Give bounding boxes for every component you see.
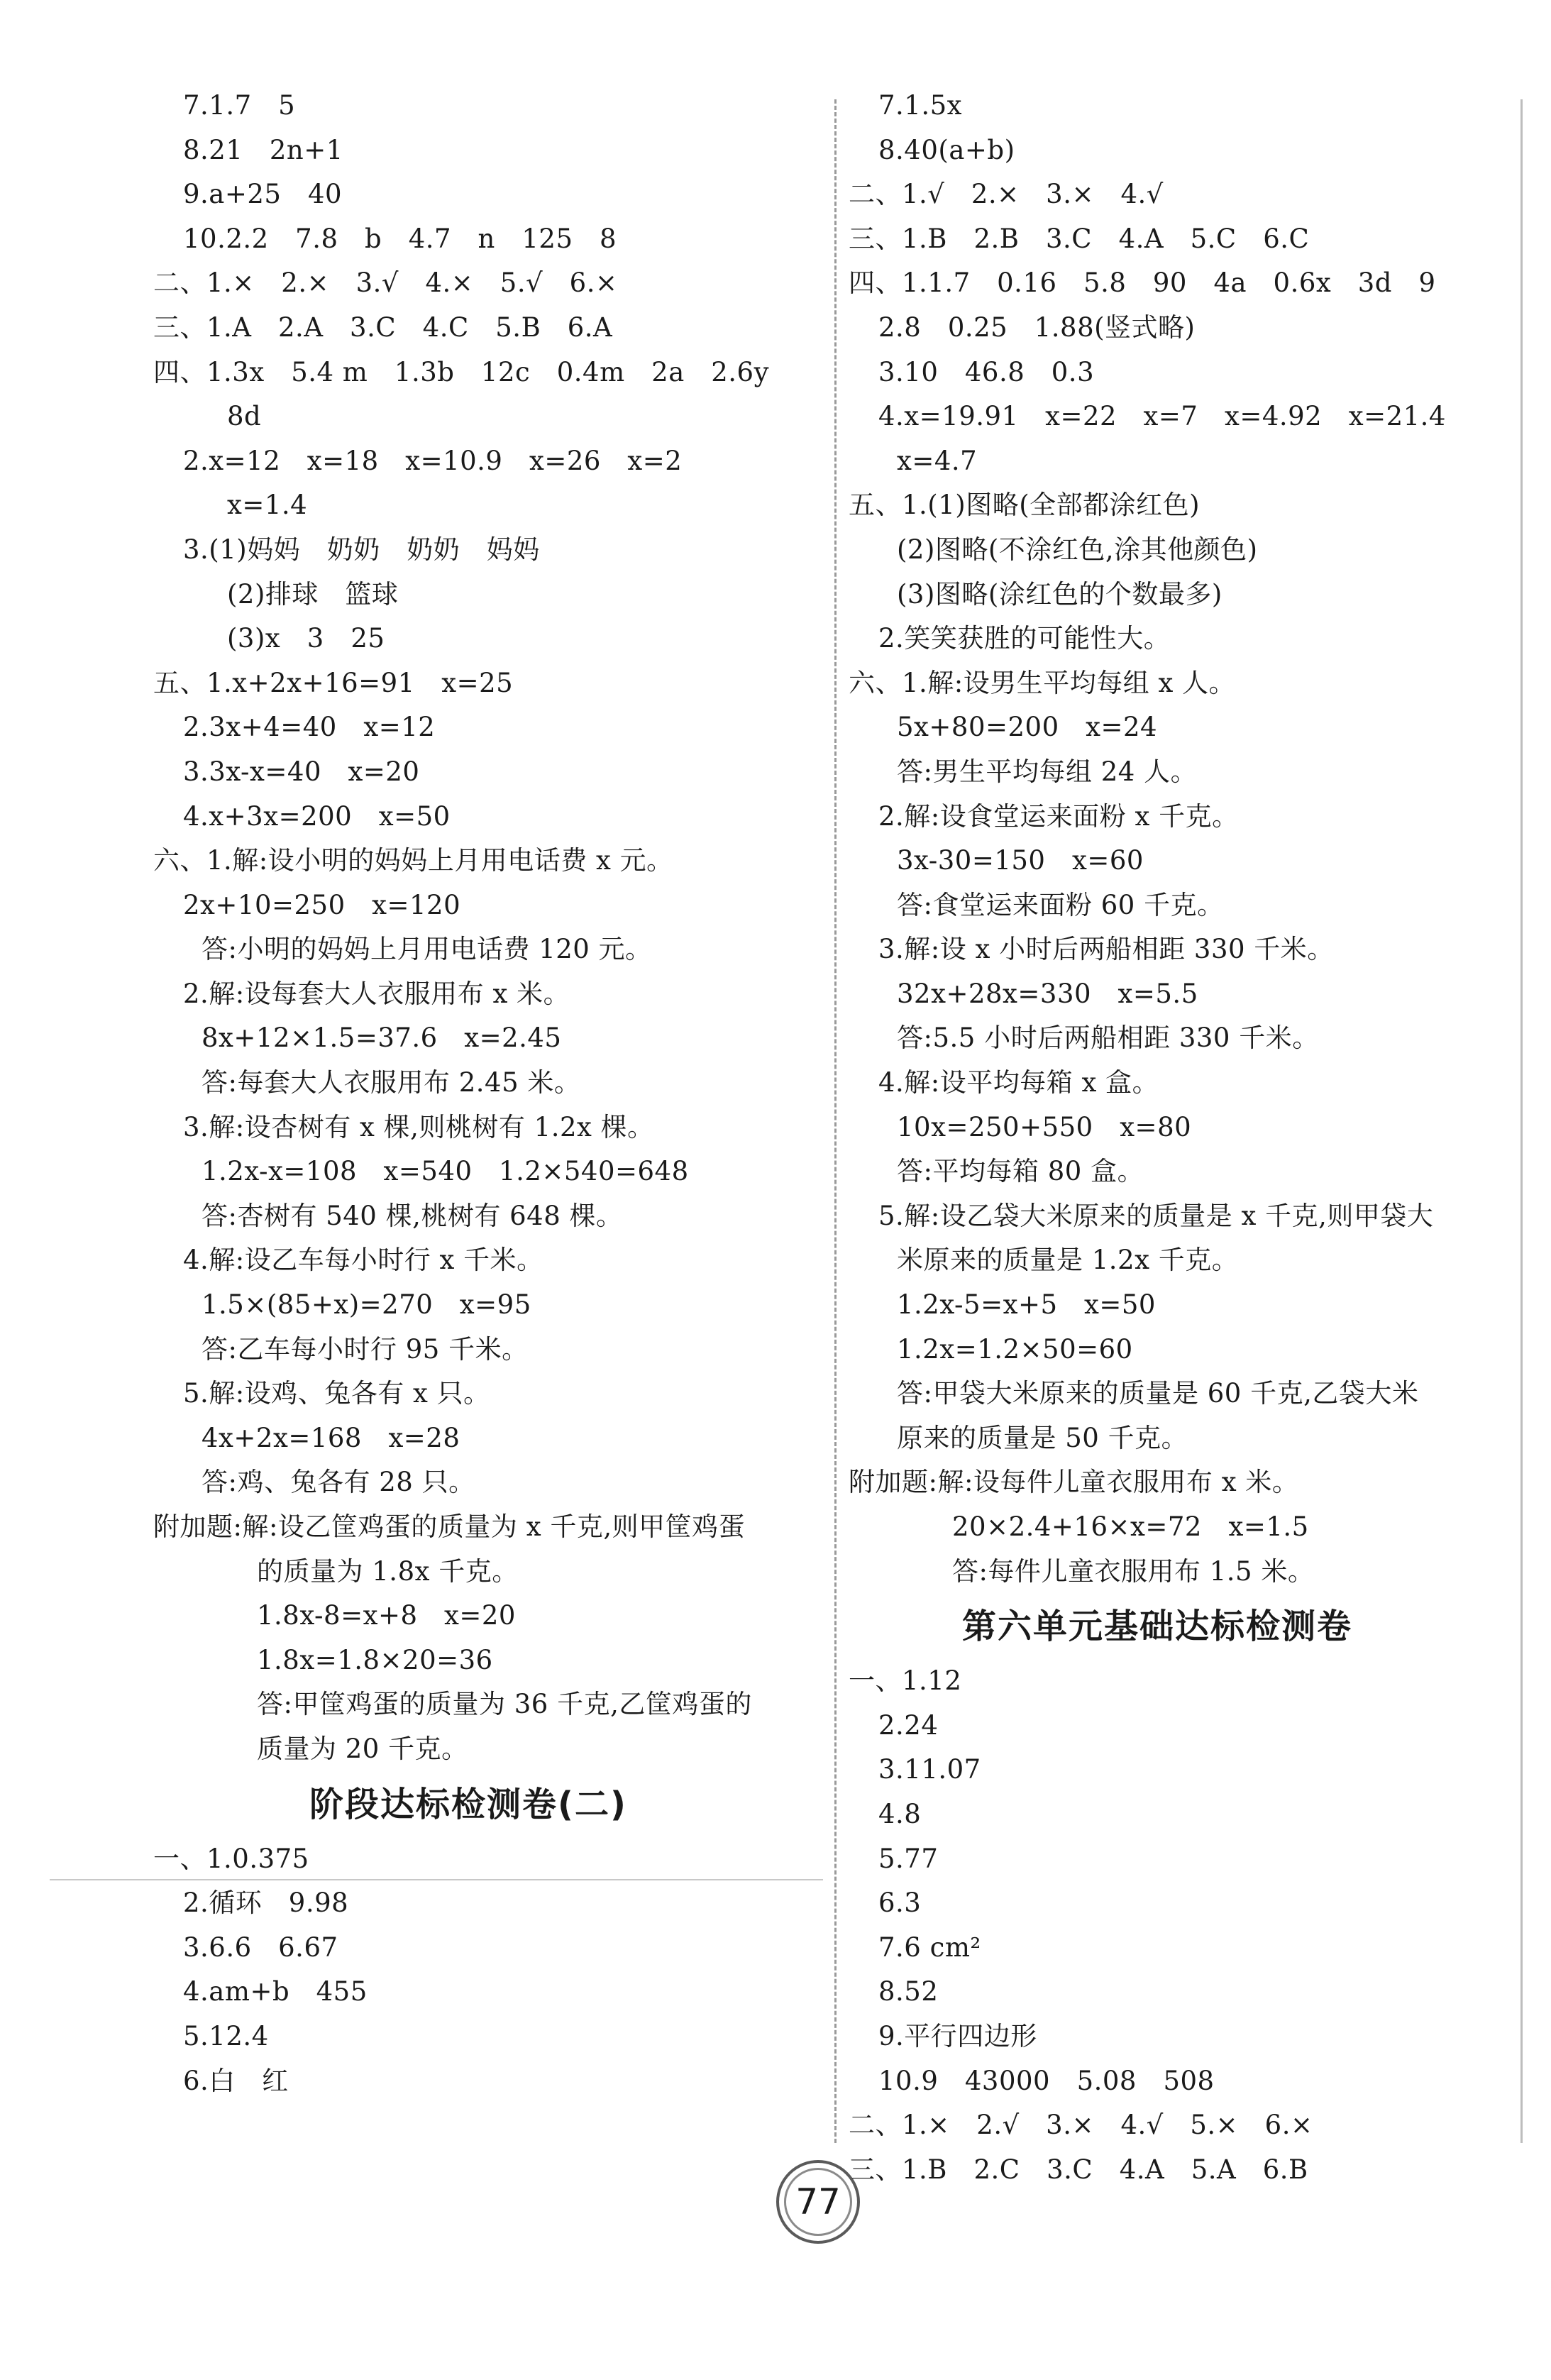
answer-line: 2.笑笑获胜的可能性大。 bbox=[878, 623, 1171, 654]
answer-line: 8.21 2n+1 bbox=[183, 134, 343, 165]
answer-line: 2.解:设食堂运来面粉 x 千克。 bbox=[878, 800, 1239, 832]
answer-line: 9.平行四边形 bbox=[878, 2020, 1037, 2051]
answer-line: 米原来的质量是 1.2x 千克。 bbox=[897, 1245, 1239, 1276]
answer-line: x=4.7 bbox=[897, 445, 978, 476]
answer-line: 2.x=12 x=18 x=10.9 x=26 x=2 bbox=[183, 445, 683, 476]
answer-line: (2)图略(不涂红色,涂其他颜色) bbox=[897, 534, 1258, 565]
left-answers-top bbox=[153, 84, 834, 1772]
answer-line: 3.(1)妈妈 奶奶 奶奶 妈妈 bbox=[183, 534, 540, 565]
column-divider bbox=[834, 99, 837, 2143]
answer-line: 答:平均每箱 80 盒。 bbox=[897, 1156, 1144, 1187]
answer-line: 3.解:设杏树有 x 棵,则桃树有 1.2x 棵。 bbox=[183, 1111, 654, 1142]
answer-line: 答:甲筐鸡蛋的质量为 36 千克,乙筐鸡蛋的 bbox=[257, 1689, 752, 1720]
answer-line: 答:乙车每小时行 95 千米。 bbox=[202, 1333, 529, 1365]
answer-line: 7.6 cm² bbox=[878, 1932, 981, 1963]
answer-line: 1.2x-x=108 x=540 1.2×540=648 bbox=[202, 1156, 689, 1187]
answer-line: 附加题:解:设每件儿童衣服用布 x 米。 bbox=[849, 1467, 1299, 1498]
answer-line: 5.77 bbox=[878, 1843, 939, 1874]
answer-line: 二、1.× 2.√ 3.× 4.√ 5.× 6.× bbox=[849, 2110, 1313, 2141]
answer-line: 2.3x+4=40 x=12 bbox=[183, 712, 436, 743]
answer-line: (3)图略(涂红色的个数最多) bbox=[897, 578, 1222, 610]
answer-line: 五、1.x+2x+16=91 x=25 bbox=[153, 667, 514, 698]
answer-line: 答:每套大人衣服用布 2.45 米。 bbox=[202, 1067, 581, 1098]
answer-line: 8.40(a+b) bbox=[878, 134, 1015, 165]
answer-line: 2.循环 9.98 bbox=[183, 1888, 349, 1919]
answer-line: 3.11.07 bbox=[878, 1754, 981, 1785]
answer-line: 5x+80=200 x=24 bbox=[897, 712, 1158, 743]
right-answers-top bbox=[849, 84, 1516, 1594]
answer-line: 6.3 bbox=[878, 1888, 922, 1919]
answer-line: 三、1.B 2.B 3.C 4.A 5.C 6.C bbox=[849, 223, 1310, 254]
answer-line: 答:甲袋大米原来的质量是 60 千克,乙袋大米 bbox=[897, 1378, 1419, 1409]
answer-line: 4.am+b 455 bbox=[183, 1976, 368, 2007]
answer-line: 二、1.√ 2.× 3.× 4.√ bbox=[849, 179, 1164, 210]
answer-line: 8x+12×1.5=37.6 x=2.45 bbox=[202, 1023, 562, 1054]
answer-line: 5.解:设鸡、兔各有 x 只。 bbox=[183, 1378, 490, 1409]
right-column bbox=[849, 84, 1516, 2192]
answer-line: 9.a+25 40 bbox=[183, 179, 343, 210]
answer-line: 一、1.0.375 bbox=[153, 1843, 309, 1874]
section-title-unit-6-test: 第六单元基础达标检测卷 bbox=[962, 1607, 1353, 1647]
answer-line: 三、1.A 2.A 3.C 4.C 5.B 6.A bbox=[153, 312, 613, 343]
answer-line: 4.x+3x=200 x=50 bbox=[183, 800, 451, 832]
answer-line: 3.3x-x=40 x=20 bbox=[183, 756, 420, 787]
answer-line: 2.解:设每套大人衣服用布 x 米。 bbox=[183, 978, 570, 1009]
answer-line: 六、1.解:设男生平均每组 x 人。 bbox=[849, 667, 1236, 698]
answer-line: 4.x=19.91 x=22 x=7 x=4.92 x=21.4 bbox=[878, 401, 1446, 432]
answer-line: 1.8x-8=x+8 x=20 bbox=[257, 1600, 516, 1631]
answer-line: 一、1.12 bbox=[849, 1665, 962, 1697]
answer-line: 10.9 43000 5.08 508 bbox=[878, 2065, 1215, 2096]
answer-line: x=1.4 bbox=[227, 490, 308, 521]
section-title-stage-test-2: 阶段达标检测卷(二) bbox=[309, 1784, 627, 1824]
right-answers-bottom bbox=[849, 1659, 1516, 2192]
answer-line: 六、1.解:设小明的妈妈上月用电话费 x 元。 bbox=[153, 845, 673, 876]
answer-line: 1.8x=1.8×20=36 bbox=[257, 1644, 493, 1675]
answer-line: 四、1.3x 5.4 m 1.3b 12c 0.4m 2a 2.6y bbox=[153, 356, 769, 387]
answer-line: 答:食堂运来面粉 60 千克。 bbox=[897, 889, 1224, 920]
answer-line: 4x+2x=168 x=28 bbox=[202, 1422, 460, 1453]
answer-line: 答:小明的妈妈上月用电话费 120 元。 bbox=[202, 934, 652, 965]
answer-line: 2.24 bbox=[878, 1709, 939, 1741]
answer-line: 答:杏树有 540 棵,桃树有 648 棵。 bbox=[202, 1200, 623, 1231]
answer-line: 32x+28x=330 x=5.5 bbox=[897, 978, 1198, 1009]
answer-line: 2x+10=250 x=120 bbox=[183, 889, 461, 920]
left-answers-bottom bbox=[153, 1837, 834, 2104]
answer-line: 的质量为 1.8x 千克。 bbox=[257, 1555, 519, 1587]
answer-line: (3)x 3 25 bbox=[227, 623, 385, 654]
answer-line: 答:男生平均每组 24 人。 bbox=[897, 756, 1198, 787]
answer-line: 五、1.(1)图略(全部都涂红色) bbox=[849, 490, 1200, 521]
left-column bbox=[153, 84, 834, 2103]
answer-line: 4.8 bbox=[878, 1798, 922, 1829]
page-number: 77 bbox=[776, 2160, 860, 2244]
answer-line: 四、1.1.7 0.16 5.8 90 4a 0.6x 3d 9 bbox=[849, 268, 1436, 299]
answer-line: 三、1.B 2.C 3.C 4.A 5.A 6.B bbox=[849, 2154, 1308, 2185]
answer-line: 20×2.4+16×x=72 x=1.5 bbox=[952, 1511, 1309, 1542]
answer-line: 2.8 0.25 1.88(竖式略) bbox=[878, 312, 1196, 343]
answer-line: 3.10 46.8 0.3 bbox=[878, 356, 1095, 387]
answer-line: 二、1.× 2.× 3.√ 4.× 5.√ 6.× bbox=[153, 268, 618, 299]
answer-line: 1.2x=1.2×50=60 bbox=[897, 1333, 1133, 1365]
answer-line: 7.1.5x bbox=[878, 90, 963, 121]
answer-line: 答:每件儿童衣服用布 1.5 米。 bbox=[952, 1555, 1315, 1587]
answer-line: 7.1.7 5 bbox=[183, 90, 296, 121]
answer-line: 4.解:设平均每箱 x 盒。 bbox=[878, 1067, 1159, 1098]
answer-line: 质量为 20 千克。 bbox=[257, 1733, 468, 1764]
answer-line: 8.52 bbox=[878, 1976, 939, 2007]
answer-line: 6.白 红 bbox=[183, 2065, 289, 2096]
answer-line: 原来的质量是 50 千克。 bbox=[897, 1422, 1188, 1453]
answer-line: 3.6.6 6.67 bbox=[183, 1932, 338, 1963]
answer-line: (2)排球 篮球 bbox=[227, 578, 399, 610]
answer-line: 5.12.4 bbox=[183, 2020, 269, 2051]
answer-line: 10x=250+550 x=80 bbox=[897, 1111, 1192, 1142]
answer-line: 1.5×(85+x)=270 x=95 bbox=[202, 1289, 531, 1321]
page-edge-rule bbox=[1520, 99, 1523, 2143]
answer-line: 3x-30=150 x=60 bbox=[897, 845, 1144, 876]
answer-line: 1.2x-5=x+5 x=50 bbox=[897, 1289, 1156, 1321]
answer-line: 10.2.2 7.8 b 4.7 n 125 8 bbox=[183, 223, 617, 254]
answer-line: 3.解:设 x 小时后两船相距 330 千米。 bbox=[878, 934, 1334, 965]
answer-line: 8d bbox=[227, 401, 262, 432]
answer-line: 4.解:设乙车每小时行 x 千米。 bbox=[183, 1245, 543, 1276]
answer-line: 5.解:设乙袋大米原来的质量是 x 千克,则甲袋大 bbox=[878, 1200, 1434, 1231]
answer-line: 答:5.5 小时后两船相距 330 千米。 bbox=[897, 1023, 1319, 1054]
answer-line: 答:鸡、兔各有 28 只。 bbox=[202, 1467, 475, 1498]
answer-line: 附加题:解:设乙筐鸡蛋的质量为 x 千克,则甲筐鸡蛋 bbox=[153, 1511, 746, 1542]
